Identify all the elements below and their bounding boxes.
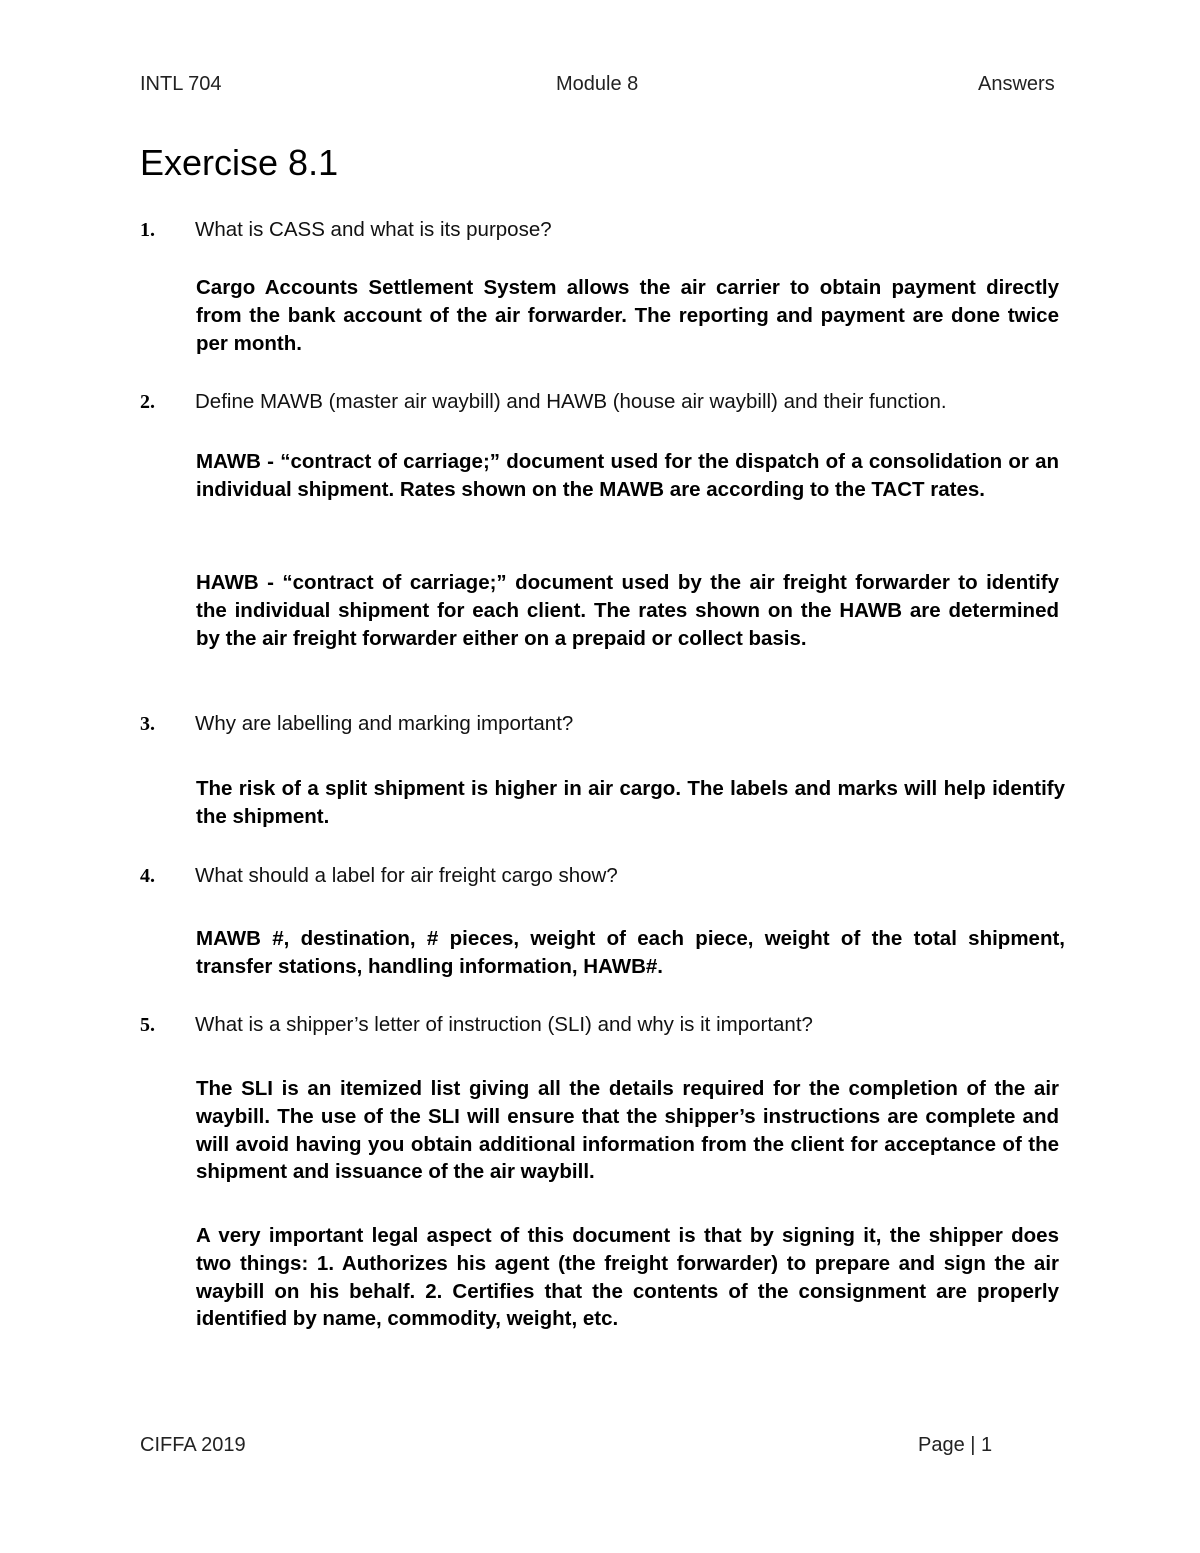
answer-5-legal-aspect: A very important legal aspect of this document is that by signing it, the shipper does two things: 1. Authorizes his agent (the freight forwarder) to prepare and sign the air waybill on his behalf. 2. Certifies that the contents of the consignment are properly identified by name, commodity, weight, etc. bbox=[196, 1224, 1059, 1331]
header-answers-label: Answers bbox=[978, 73, 1055, 95]
footer-organization-year: CIFFA 2019 bbox=[140, 1434, 246, 1456]
question-1-number: 1. bbox=[140, 219, 155, 241]
answer-2-hawb: HAWB - “contract of carriage;” document used by the air freight forwarder to identify the individual shipment for each client. The rates shown on the HAWB are determined by the air freight forwarder either on a prepaid or collect basis. bbox=[196, 571, 1059, 650]
answer-2-mawb: MAWB - “contract of carriage;” document used for the dispatch of a consolidation or an individual shipment. Rates shown on the MAWB are according to the TACT rates. bbox=[196, 450, 1059, 501]
page-title: Exercise 8.1 bbox=[140, 142, 339, 183]
answer-1: Cargo Accounts Settlement System allows the air carrier to obtain payment directly from the bank account of the air forwarder. The reporting and payment are done twice per month. bbox=[196, 276, 1059, 355]
answer-4: MAWB #, destination, # pieces, weight of each piece, weight of the total shipment, transfer stations, handling information, HAWB#. bbox=[196, 927, 1065, 978]
question-2-number: 2. bbox=[140, 391, 155, 413]
answer-3: The risk of a split shipment is higher in air cargo. The labels and marks will help identify the shipment. bbox=[196, 777, 1065, 828]
footer-page-number: Page | 1 bbox=[918, 1434, 993, 1456]
question-2-text: Define MAWB (master air waybill) and HAWB (house air waybill) and their function. bbox=[195, 390, 947, 413]
question-4-text: What should a label for air freight cargo show? bbox=[195, 864, 618, 887]
question-5-number: 5. bbox=[140, 1014, 155, 1036]
header-course-code: INTL 704 bbox=[140, 73, 222, 95]
header-module: Module 8 bbox=[556, 73, 639, 95]
question-3-number: 3. bbox=[140, 713, 155, 735]
question-3-text: Why are labelling and marking important? bbox=[195, 712, 574, 735]
answer-5-sli: The SLI is an itemized list giving all the details required for the completion of the air waybill. The use of the SLI will ensure that the shipper’s instructions are complete and will avoid having you obtain additional information from the client for acceptance of the shipment and issuance of the air waybill. bbox=[196, 1077, 1059, 1184]
question-1-text: What is CASS and what is its purpose? bbox=[195, 218, 552, 241]
question-4-number: 4. bbox=[140, 865, 155, 887]
question-5-text: What is a shipper’s letter of instruction (SLI) and why is it important? bbox=[195, 1013, 813, 1036]
